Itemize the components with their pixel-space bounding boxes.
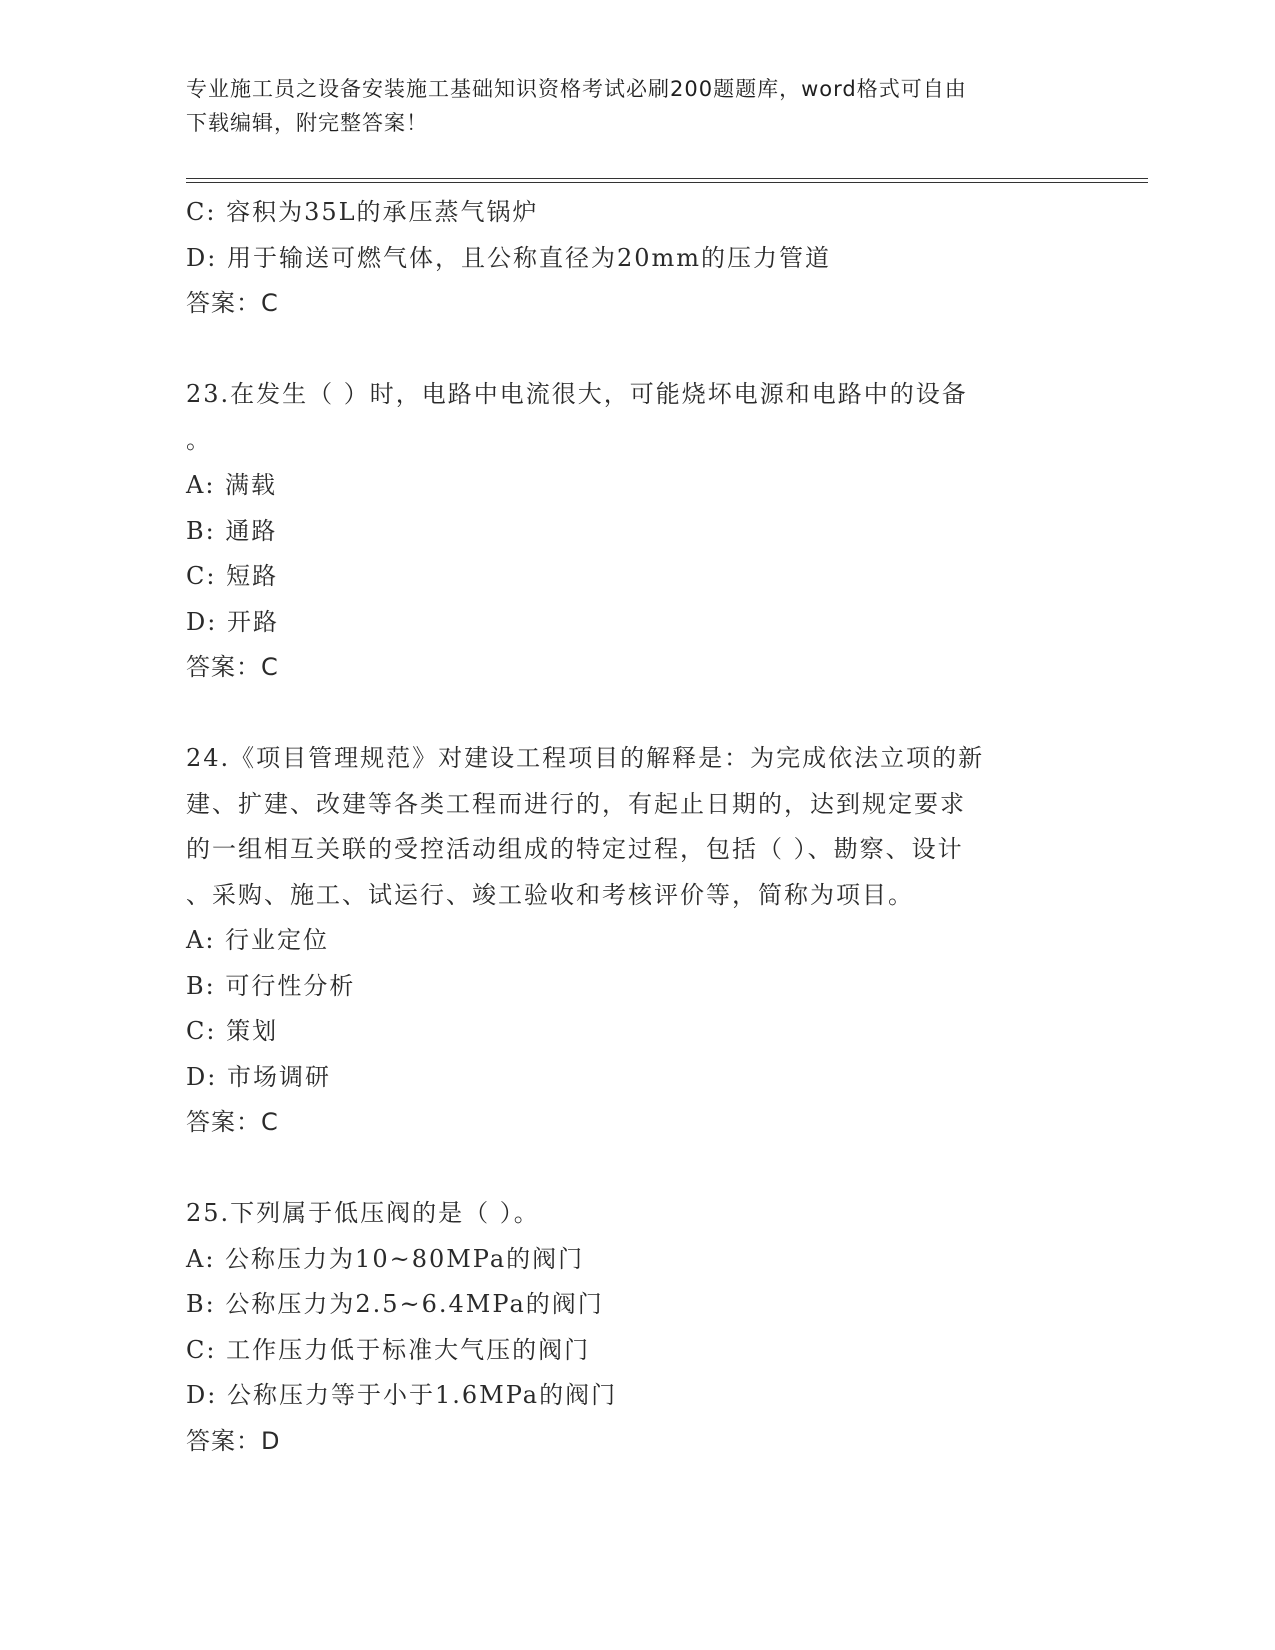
option-a: A: 公称压力为10~80MPa的阀门 [186,1244,585,1273]
question-24 [186,736,1086,1146]
spacer [186,691,1086,737]
option-a: A: 满载 [186,471,278,499]
question-stem: 建、扩建、改建等各类工程而进行的，有起止日期的，达到规定要求 [186,789,966,818]
question-stem: 的一组相互关联的受控活动组成的特定过程，包括（ ）、勘察、设计 [186,835,964,863]
option-d: D: 公称压力等于小于1.6MPa的阀门 [186,1381,618,1409]
option-b: B: 公称压力为2.5~6.4MPa的阀门 [186,1290,604,1318]
answer: 答案：C [186,653,279,681]
question-stem: 23.在发生（ ）时，电路中电流很大，可能烧坏电源和电路中的设备 [186,380,968,408]
option-d: D: 开路 [186,607,279,636]
question-stem: 。 [186,425,212,454]
option-c: C: 容积为35L的承压蒸气锅炉 [186,198,539,226]
question-stem: 、采购、施工、试运行、竣工验收和考核评价等，简称为项目。 [186,880,914,909]
header-divider-top [186,178,1148,179]
question-stem: 25.下列属于低压阀的是（ ）。 [186,1199,540,1227]
spacer [186,1146,1086,1192]
question-23 [186,372,1086,691]
document-header [186,72,1086,140]
option-b: B: 通路 [186,516,278,545]
option-c: C: 策划 [186,1017,279,1045]
question-25 [186,1191,1086,1464]
question-stem: 24.《项目管理规范》对建设工程项目的解释是：为完成依法立项的新 [186,744,985,772]
option-c: C: 工作压力低于标准大气压的阀门 [186,1335,591,1364]
option-d: D: 市场调研 [186,1062,331,1091]
header-line-1: 专业施工员之设备安装施工基础知识资格考试必刷200题题库，word格式可自由 [186,77,967,101]
option-b: B: 可行性分析 [186,971,356,1000]
answer: 答案：D [186,1426,281,1455]
option-d: D: 用于输送可燃气体，且公称直径为20mm的压力管道 [186,243,832,272]
header-line-2: 下载编辑，附完整答案！ [186,111,428,135]
question-22-tail [186,190,1086,327]
answer: 答案：C [186,289,279,317]
header-divider-bottom [186,182,1148,183]
option-c: C: 短路 [186,562,279,590]
question-list [186,190,1086,1464]
answer: 答案：C [186,1108,279,1136]
option-a: A: 行业定位 [186,926,330,954]
spacer [186,327,1086,373]
